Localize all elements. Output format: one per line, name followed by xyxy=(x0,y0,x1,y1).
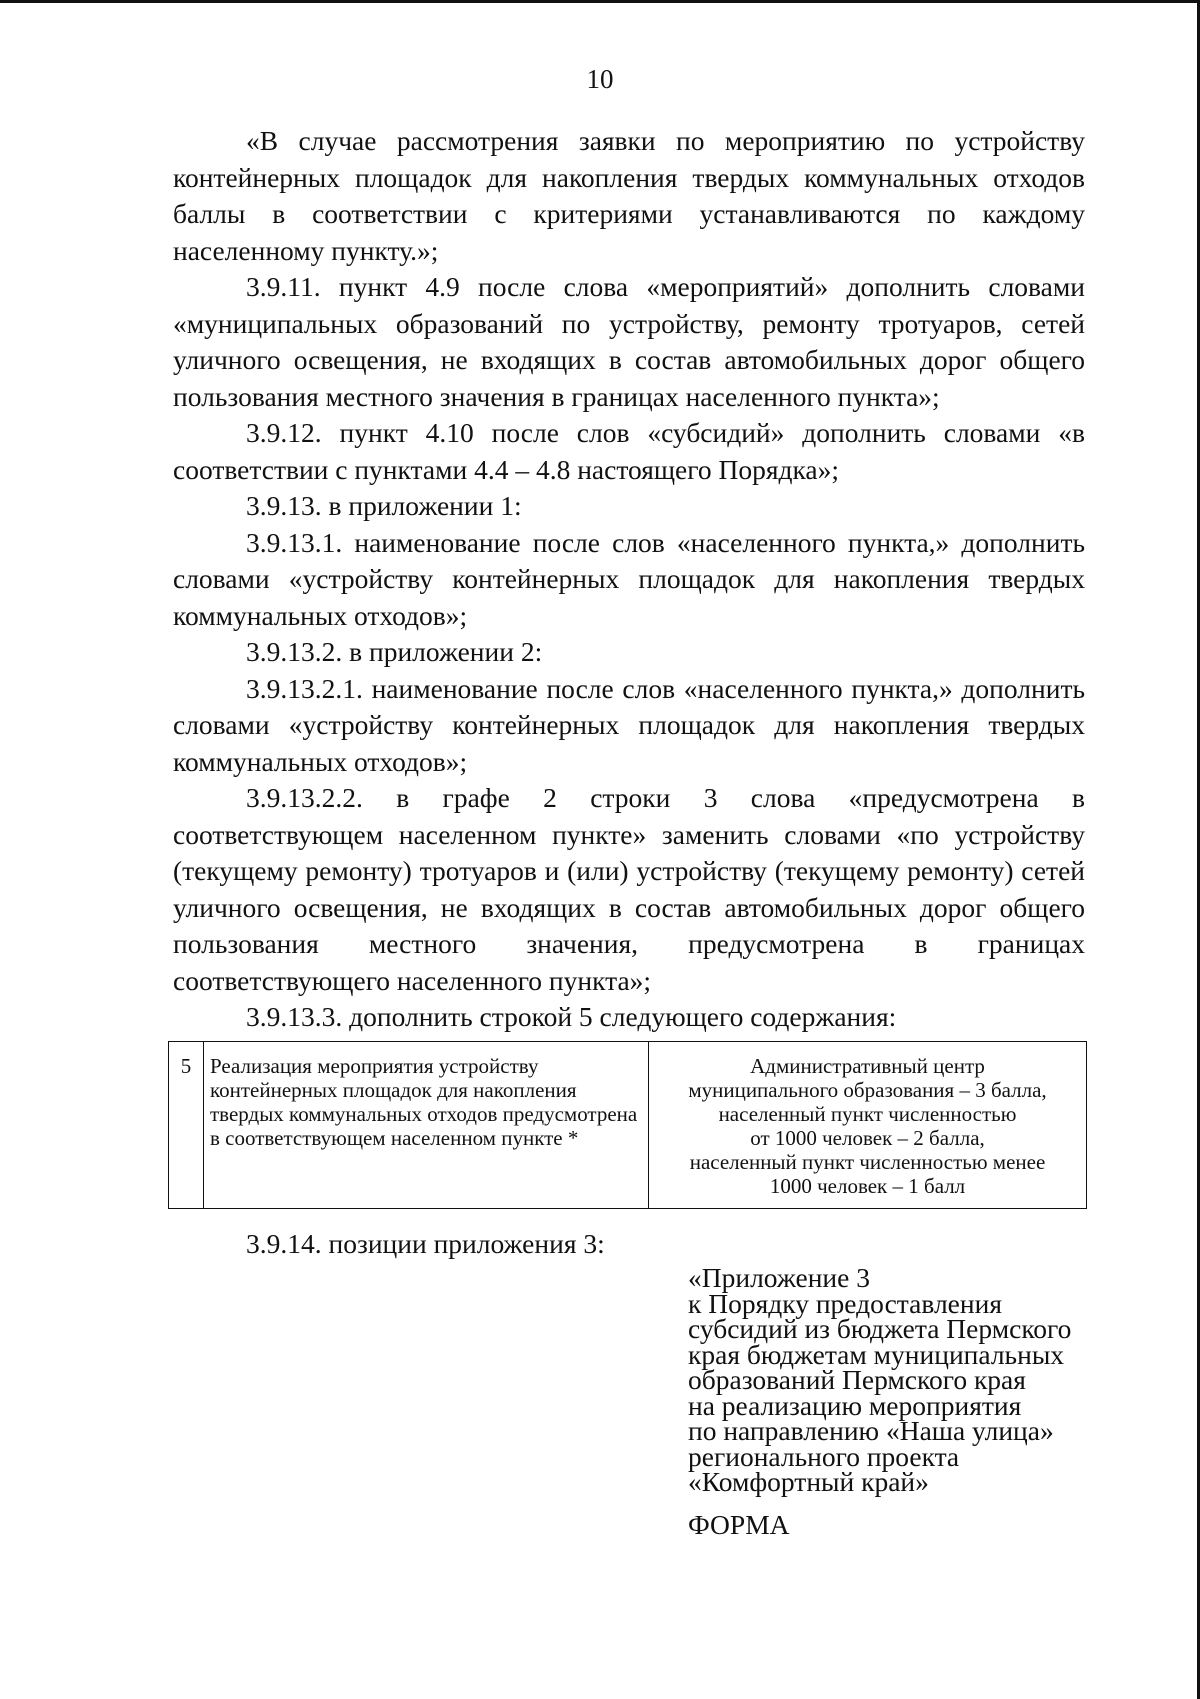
criteria-line: 1000 человек – 1 балл xyxy=(769,1174,966,1198)
page-number: 10 xyxy=(586,64,614,94)
paragraph-3-9-13-2: 3.9.13.2. в приложении 2: xyxy=(246,636,543,667)
criteria-line: муниципального образования – 3 балла, xyxy=(688,1078,1047,1102)
paragraph-3-9-13-2-2: 3.9.13.2.2. в графе 2 строки 3 слова «предусмотрена в соответствующем населенном пункте» заменить словами «по устройству (текущему ремонту) тротуаров и (или) устройству (текущему ремонту) сетей уличного освещения, не входящих в состав автомобильных дорог общего пользования местного значения, предусмотрена в границах соответствующего населенного пункта»; xyxy=(173,782,1085,996)
amendment-table xyxy=(168,1041,1087,1209)
page-top-edge xyxy=(0,0,1200,3)
appendix-line: образований Пермского края xyxy=(688,1364,1026,1395)
table-row xyxy=(169,1042,1087,1209)
form-label: ФОРМА xyxy=(688,1509,790,1540)
appendix-line: края бюджетам муниципальных xyxy=(688,1338,1065,1370)
criteria-line: от 1000 человек – 2 балла, xyxy=(750,1126,985,1150)
criteria-line: населенный пункт численностью менее xyxy=(689,1150,1046,1174)
criteria-line: населенный пункт численностью xyxy=(718,1102,1017,1126)
criteria-cell xyxy=(649,1042,1087,1209)
amendment-table-wrapper xyxy=(168,1041,1087,1209)
appendix-line: субсидий из бюджета Пермского xyxy=(688,1313,1072,1344)
paragraph-3-9-13: 3.9.13. в приложении 1: xyxy=(246,490,522,521)
appendix-line: «Приложение 3 xyxy=(688,1262,870,1293)
criteria-line: Административный центр xyxy=(750,1054,985,1078)
document-body xyxy=(173,123,1085,1036)
appendix-heading-block xyxy=(688,1262,1088,1497)
paragraph-3-9-13-3: 3.9.13.3. дополнить строкой 5 следующего содержания: xyxy=(246,1001,897,1032)
paragraph-3-9-13-1: 3.9.13.1. наименование после слов «населенного пункта,» дополнить словами «устройству контейнерных площадок для накопления твердых коммунальных отходов»; xyxy=(173,526,1085,631)
appendix-line: к Порядку предоставления xyxy=(688,1287,1002,1319)
appendix-line: регионального проекта xyxy=(688,1440,960,1472)
appendix-line: на реализацию мероприятия xyxy=(688,1389,1022,1421)
row-number-cell: 5 xyxy=(169,1042,204,1209)
paragraph-3-9-11: 3.9.11. пункт 4.9 после слова «мероприятий» дополнить словами «муниципальных образований по устройству, ремонту тротуаров, сетей уличного освещения, не входящих в состав автомобильных дорог общего пользования местного значения в границах населенного пункта»; xyxy=(173,271,1085,412)
paragraph-3-9-14: 3.9.14. позиции приложения 3: xyxy=(246,1228,605,1259)
description-cell: Реализация мероприятия устройству контейнерных площадок для накопления твердых коммунальных отходов предусмотрена в соответствующем населенном пункте * xyxy=(204,1042,649,1209)
paragraph-3-9-12: 3.9.12. пункт 4.10 после слов «субсидий» дополнить словами «в соответствии с пунктами 4.4 – 4.8 настоящего Порядка»; xyxy=(173,417,1085,485)
paragraph-3-9-13-2-1: 3.9.13.2.1. наименование после слов «населенного пункта,» дополнить словами «устройству контейнерных площадок для накопления твердых коммунальных отходов»; xyxy=(173,672,1085,777)
paragraph-criteria-note: «В случае рассмотрения заявки по мероприятию по устройству контейнерных площадок для накопления твердых коммунальных отходов баллы в соответствии с критериями устанавливаются по каждому населенному пункту.»; xyxy=(173,125,1085,266)
appendix-line: «Комфортный край» xyxy=(688,1466,929,1497)
appendix-line: по направлению «Наша улица» xyxy=(688,1415,1054,1446)
